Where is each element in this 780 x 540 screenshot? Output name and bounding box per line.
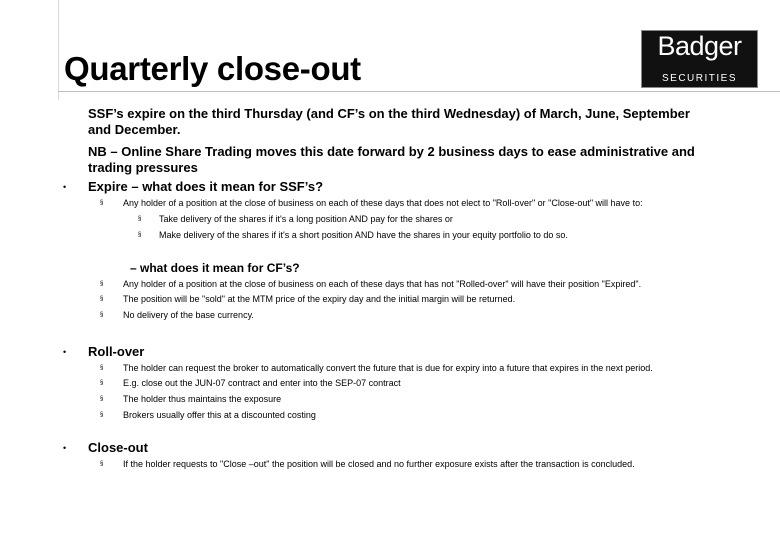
square-bullet-icon: § [138,232,142,238]
square-bullet-icon: § [100,200,104,206]
square-bullet-icon: § [100,312,104,318]
rollover-heading: Roll-over [88,344,145,359]
square-bullet-icon: § [100,296,104,302]
square-bullet-icon: § [138,216,142,222]
cf-item: Any holder of a position at the close of business on each of these days that has not "Rolled-over" will have their position "Expired". [123,279,642,289]
closeout-heading: Close-out [88,440,148,455]
nb-line-2: trading pressures [88,160,198,175]
rollover-item: E.g. close out the JUN-07 contract and enter into the SEP-07 contract [123,378,401,388]
expire-sub-item-short: Make delivery of the shares if it's a short position AND have the shares in your equity portfolio to do so. [159,230,568,240]
cf-heading: – what does it mean for CF’s? [130,261,300,275]
bullet-icon: • [63,443,67,453]
rollover-item: The holder thus maintains the exposure [123,394,282,404]
intro-line-1: SSF’s expire on the third Thursday (and CF’s on the third Wednesday) of March, June, September [88,106,690,121]
expire-item: Any holder of a position at the close of business on each of these days that does not elect to "Roll-over" or "Close-out" will have to: [123,198,643,208]
bullet-icon: • [63,182,67,192]
rollover-item: Brokers usually offer this at a discounted costing [123,410,316,420]
square-bullet-icon: § [100,396,104,402]
square-bullet-icon: § [100,461,104,467]
badger-securities-logo [641,30,758,88]
logo-sub-text: SECURITIES [661,73,737,84]
closeout-item: If the holder requests to "Close –out" the position will be closed and no further exposure exists after the transaction is concluded. [123,459,635,469]
expire-sub-item-long: Take delivery of the shares if it's a long position AND pay for the shares or [159,214,453,224]
expire-heading: Expire – what does it mean for SSF’s? [88,179,324,194]
nb-line-1: NB – Online Share Trading moves this date forward by 2 business days to ease administrative and [88,144,695,159]
square-bullet-icon: § [100,412,104,418]
cf-item: No delivery of the base currency. [123,310,254,320]
slide-title: Quarterly close-out [64,50,361,87]
intro-line-2: and December. [88,122,181,137]
square-bullet-icon: § [100,380,104,386]
rollover-item: The holder can request the broker to automatically convert the future that is due for expiry into a future that expires in the next period. [123,363,653,373]
left-guide-line [58,0,59,100]
square-bullet-icon: § [100,281,104,287]
square-bullet-icon: § [100,365,104,371]
title-divider [58,91,780,92]
bullet-icon: • [63,347,67,357]
cf-item: The position will be "sold" at the MTM price of the expiry day and the initial margin will be returned. [123,294,516,304]
logo-brand-text: Badger [657,31,742,61]
